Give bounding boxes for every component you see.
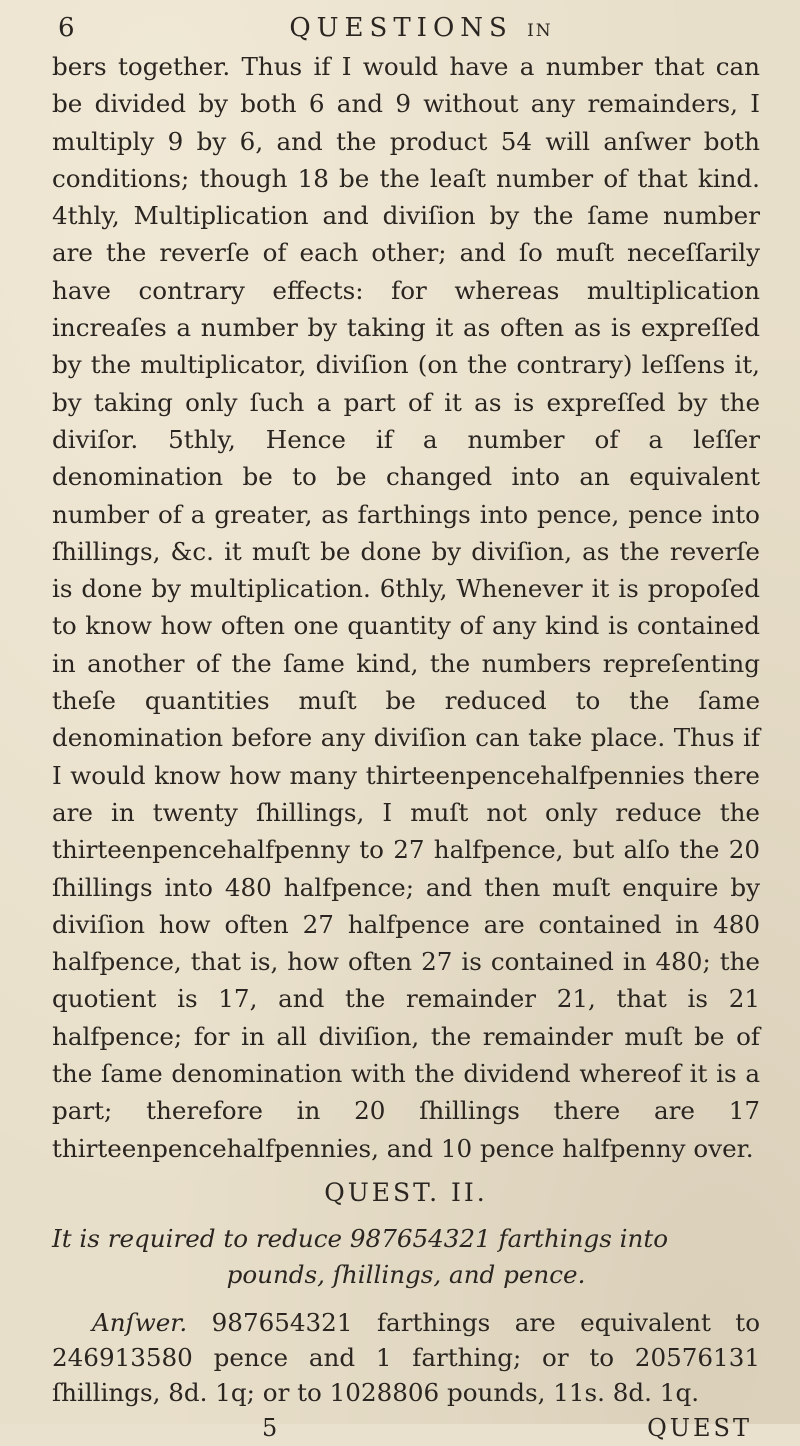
- answer-text: 987654321 farthings are equivalent to 246913580 pence and 1 farthing; or to 20576131 ſhillings, 8d. 1q; or to 1028806 pounds, 11s. 8d. 1q.: [52, 1307, 760, 1407]
- catchword: QUEST: [647, 1413, 752, 1442]
- question: [52, 1221, 760, 1293]
- signature-mark: 5: [262, 1413, 278, 1442]
- running-title-main: QUESTIONS: [289, 13, 513, 43]
- running-head: [52, 8, 760, 48]
- page-footer: [52, 1410, 760, 1446]
- answer-label: Anſwer.: [92, 1307, 188, 1337]
- answer: [52, 1305, 760, 1410]
- page-number: 6: [58, 13, 75, 43]
- running-title-small: IN: [527, 21, 553, 41]
- body-text: [52, 48, 760, 1167]
- running-title: [289, 8, 552, 51]
- question-line-1: It is required to reduce 987654321 farthings into: [52, 1223, 669, 1253]
- paragraph: bers together. Thus if I would have a number that can be divided by both 6 and 9 without any remainders, I multiply 9 by 6, and the product 54 will anſwer both conditions; though 18 be the leaſt number of that kind. 4thly, Multiplication and diviſion by the ſame number are the reverſe of each other; and ſo muſt neceſſarily have contrary effects: for whereas multiplication increaſes a number by taking it as often as is expreſſed by the multiplicator, diviſion (on the contrary) leſſens it, by taking only ſuch a part of it as is expreſſed by the diviſor. 5thly, Hence if a number of a leſſer denomination be to be changed into an equivalent number of a greater, as farthings into pence, pence into ſhillings, &c. it muſt be done by diviſion, as the reverſe is done by multiplication. 6thly, Whenever it is propoſed to know how often one quantity of any kind is contained in another of the ſame kind, the numbers repreſenting theſe quantities muſt be reduced to the ſame denomination before any diviſion can take place. Thus if I would know how many thirteenpencehalfpennies there are in twenty ſhillings, I muſt not only reduce the thirteenpencehalfpenny to 27 halfpence, but alſo the 20 ſhillings into 480 halfpence; and then muſt enquire by diviſion how often 27 halfpence are contained in 480 halfpence, that is, how often 27 is contained in 480; the quotient is 17, and the remainder 21, that is 21 halfpence; for in all diviſion, the remainder muſt be of the ſame denomination with the dividend whereof it is a part; therefore in 20 ſhillings there are 17 thirteenpencehalfpennies, and 10 pence halfpenny over.: [52, 52, 760, 1163]
- question-line-2: pounds, ſhillings, and pence.: [226, 1259, 586, 1289]
- section-heading: QUEST. II.: [324, 1177, 488, 1207]
